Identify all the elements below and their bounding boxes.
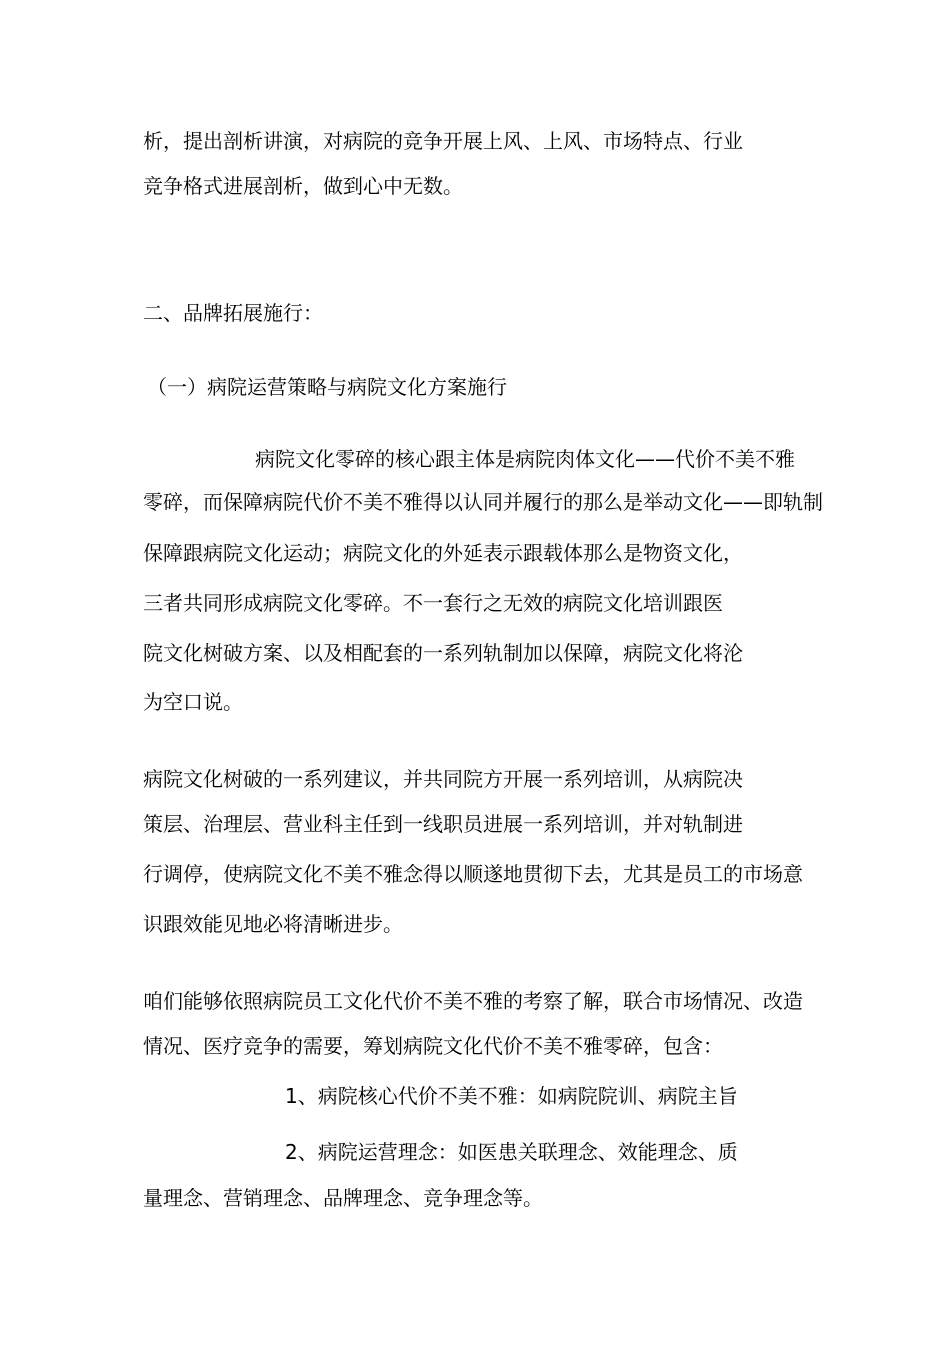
list-item-1: 1、病院核心代价不美不雅：如病院院训、病院主旨 [285,1084,738,1108]
paragraph-2-line-2: 策层、治理层、营业科主任到一线职员进展一系列培训，并对轨制进 [143,812,743,836]
subsection-heading: （一）病院运营策略与病院文化方案施行 [147,375,507,399]
text-line-2: 竞争格式进展剖析，做到心中无数。 [143,174,463,198]
paragraph-2-line-4: 识跟效能见地必将清晰进步。 [143,912,403,936]
paragraph-2-line-1: 病院文化树破的一系列建议，并共同院方开展一系列培训，从病院决 [143,767,743,791]
paragraph-1-line-6: 为空口说。 [143,690,243,714]
paragraph-1-line-4: 三者共同形成病院文化零碎。不一套行之无效的病院文化培训跟医 [143,591,723,615]
text-line-1: 析，提出剖析讲演，对病院的竞争开展上风、上风、市场特点、行业 [143,129,743,153]
paragraph-3-line-2: 情况、医疗竞争的需要，筹划病院文化代价不美不雅零碎，包含： [143,1034,723,1058]
paragraph-2-line-3: 行调停，使病院文化不美不雅念得以顺遂地贯彻下去，尤其是员工的市场意 [143,862,803,886]
paragraph-1-line-5: 院文化树破方案、以及相配套的一系列轨制加以保障，病院文化将沦 [143,641,743,665]
section-heading: 二、品牌拓展施行： [143,301,323,325]
paragraph-1-line-3: 保障跟病院文化运动；病院文化的外延表示跟载体那么是物资文化， [143,541,743,565]
paragraph-3-line-1: 咱们能够依照病院员工文化代价不美不雅的考察了解，联合市场情况、改造 [143,989,803,1013]
list-item-2-line-1: 2、病院运营理念：如医患关联理念、效能理念、质 [285,1140,738,1164]
paragraph-1-line-1: 病院文化零碎的核心跟主体是病院肉体文化——代价不美不雅 [255,447,795,471]
list-item-2-line-2: 量理念、营销理念、品牌理念、竞争理念等。 [143,1186,543,1210]
paragraph-1-line-2: 零碎，而保障病院代价不美不雅得以认同并履行的那么是举动文化——即轨制 [143,490,823,514]
